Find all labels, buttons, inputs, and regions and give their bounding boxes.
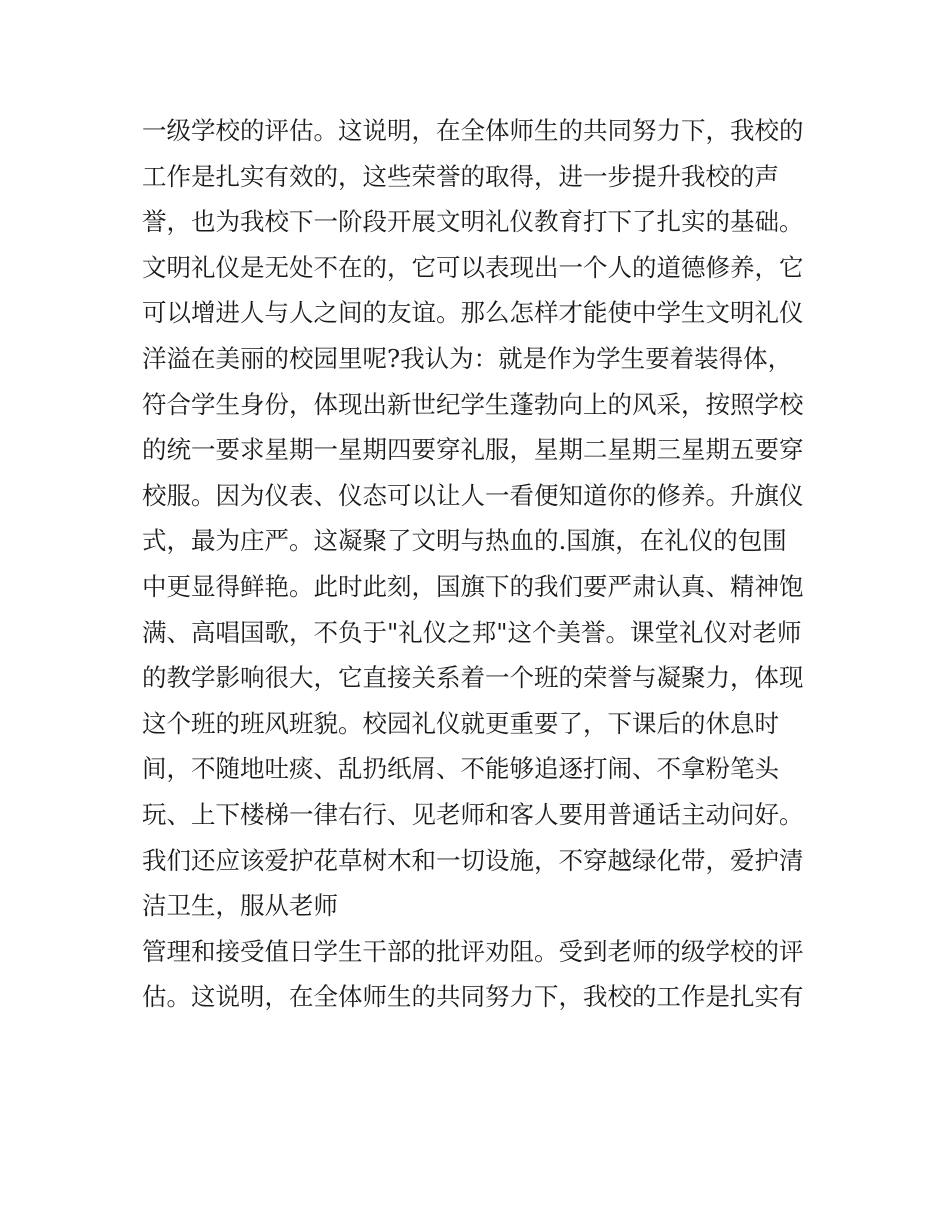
text-line: 间，不随地吐痰、乱扔纸屑、不能够追逐打闹、不拿粉笔头 (142, 754, 779, 784)
text-line: 满、高唱国歌，不负于"礼仪之邦"这个美誉。课堂礼仪对老师 (142, 617, 802, 647)
text-line: 誉，也为我校下一阶段开展文明礼仪教育打下了扎实的基础。 (142, 207, 804, 237)
text-line: 一级学校的评估。这说明，在全体师生的共同努力下，我校的 (142, 116, 804, 145)
text-line: 玩、上下楼梯一律右行、见老师和客人要用普通话主动问好。 (142, 799, 804, 829)
body-text (142, 108, 822, 1020)
text-line: 校服。因为仪表、仪态可以让人一看便知道你的修养。升旗仪 (142, 480, 804, 510)
text-line: 可以增进人与人之间的友谊。那么怎样才能使中学生文明礼仪 (142, 298, 804, 328)
text-line: 中更显得鲜艳。此时此刻，国旗下的我们要严肃认真、精神饱 (142, 571, 804, 601)
text-line: 符合学生身份，体现出新世纪学生蓬勃向上的风采，按照学校 (142, 389, 804, 419)
text-line: 的统一要求星期一星期四要穿礼服，星期二星期三星期五要穿 (142, 435, 804, 465)
text-line: 我们还应该爱护花草树木和一切设施，不穿越绿化带，爱护清 (142, 845, 804, 875)
text-line: 洁卫生，服从老师 (142, 891, 338, 921)
text-line: 这个班的班风班貌。校园礼仪就更重要了，下课后的休息时 (142, 708, 779, 738)
text-line: 式，最为庄严。这凝聚了文明与热血的.国旗，在礼仪的包围 (142, 526, 787, 556)
text-line: 工作是扎实有效的，这些荣誉的取得，进一步提升我校的声 (142, 161, 779, 191)
text-line: 管理和接受值日学生干部的批评劝阻。受到老师的级学校的评 (142, 936, 804, 966)
text-line: 洋溢在美丽的校园里呢?我认为：就是作为学生要着装得体， (142, 343, 793, 373)
text-line: 文明礼仪是无处不在的，它可以表现出一个人的道德修养，它 (142, 252, 804, 282)
text-line: 估。这说明，在全体师生的共同努力下，我校的工作是扎实有 (142, 982, 804, 1012)
text-line: 的教学影响很大，它直接关系着一个班的荣誉与凝聚力，体现 (142, 663, 804, 693)
